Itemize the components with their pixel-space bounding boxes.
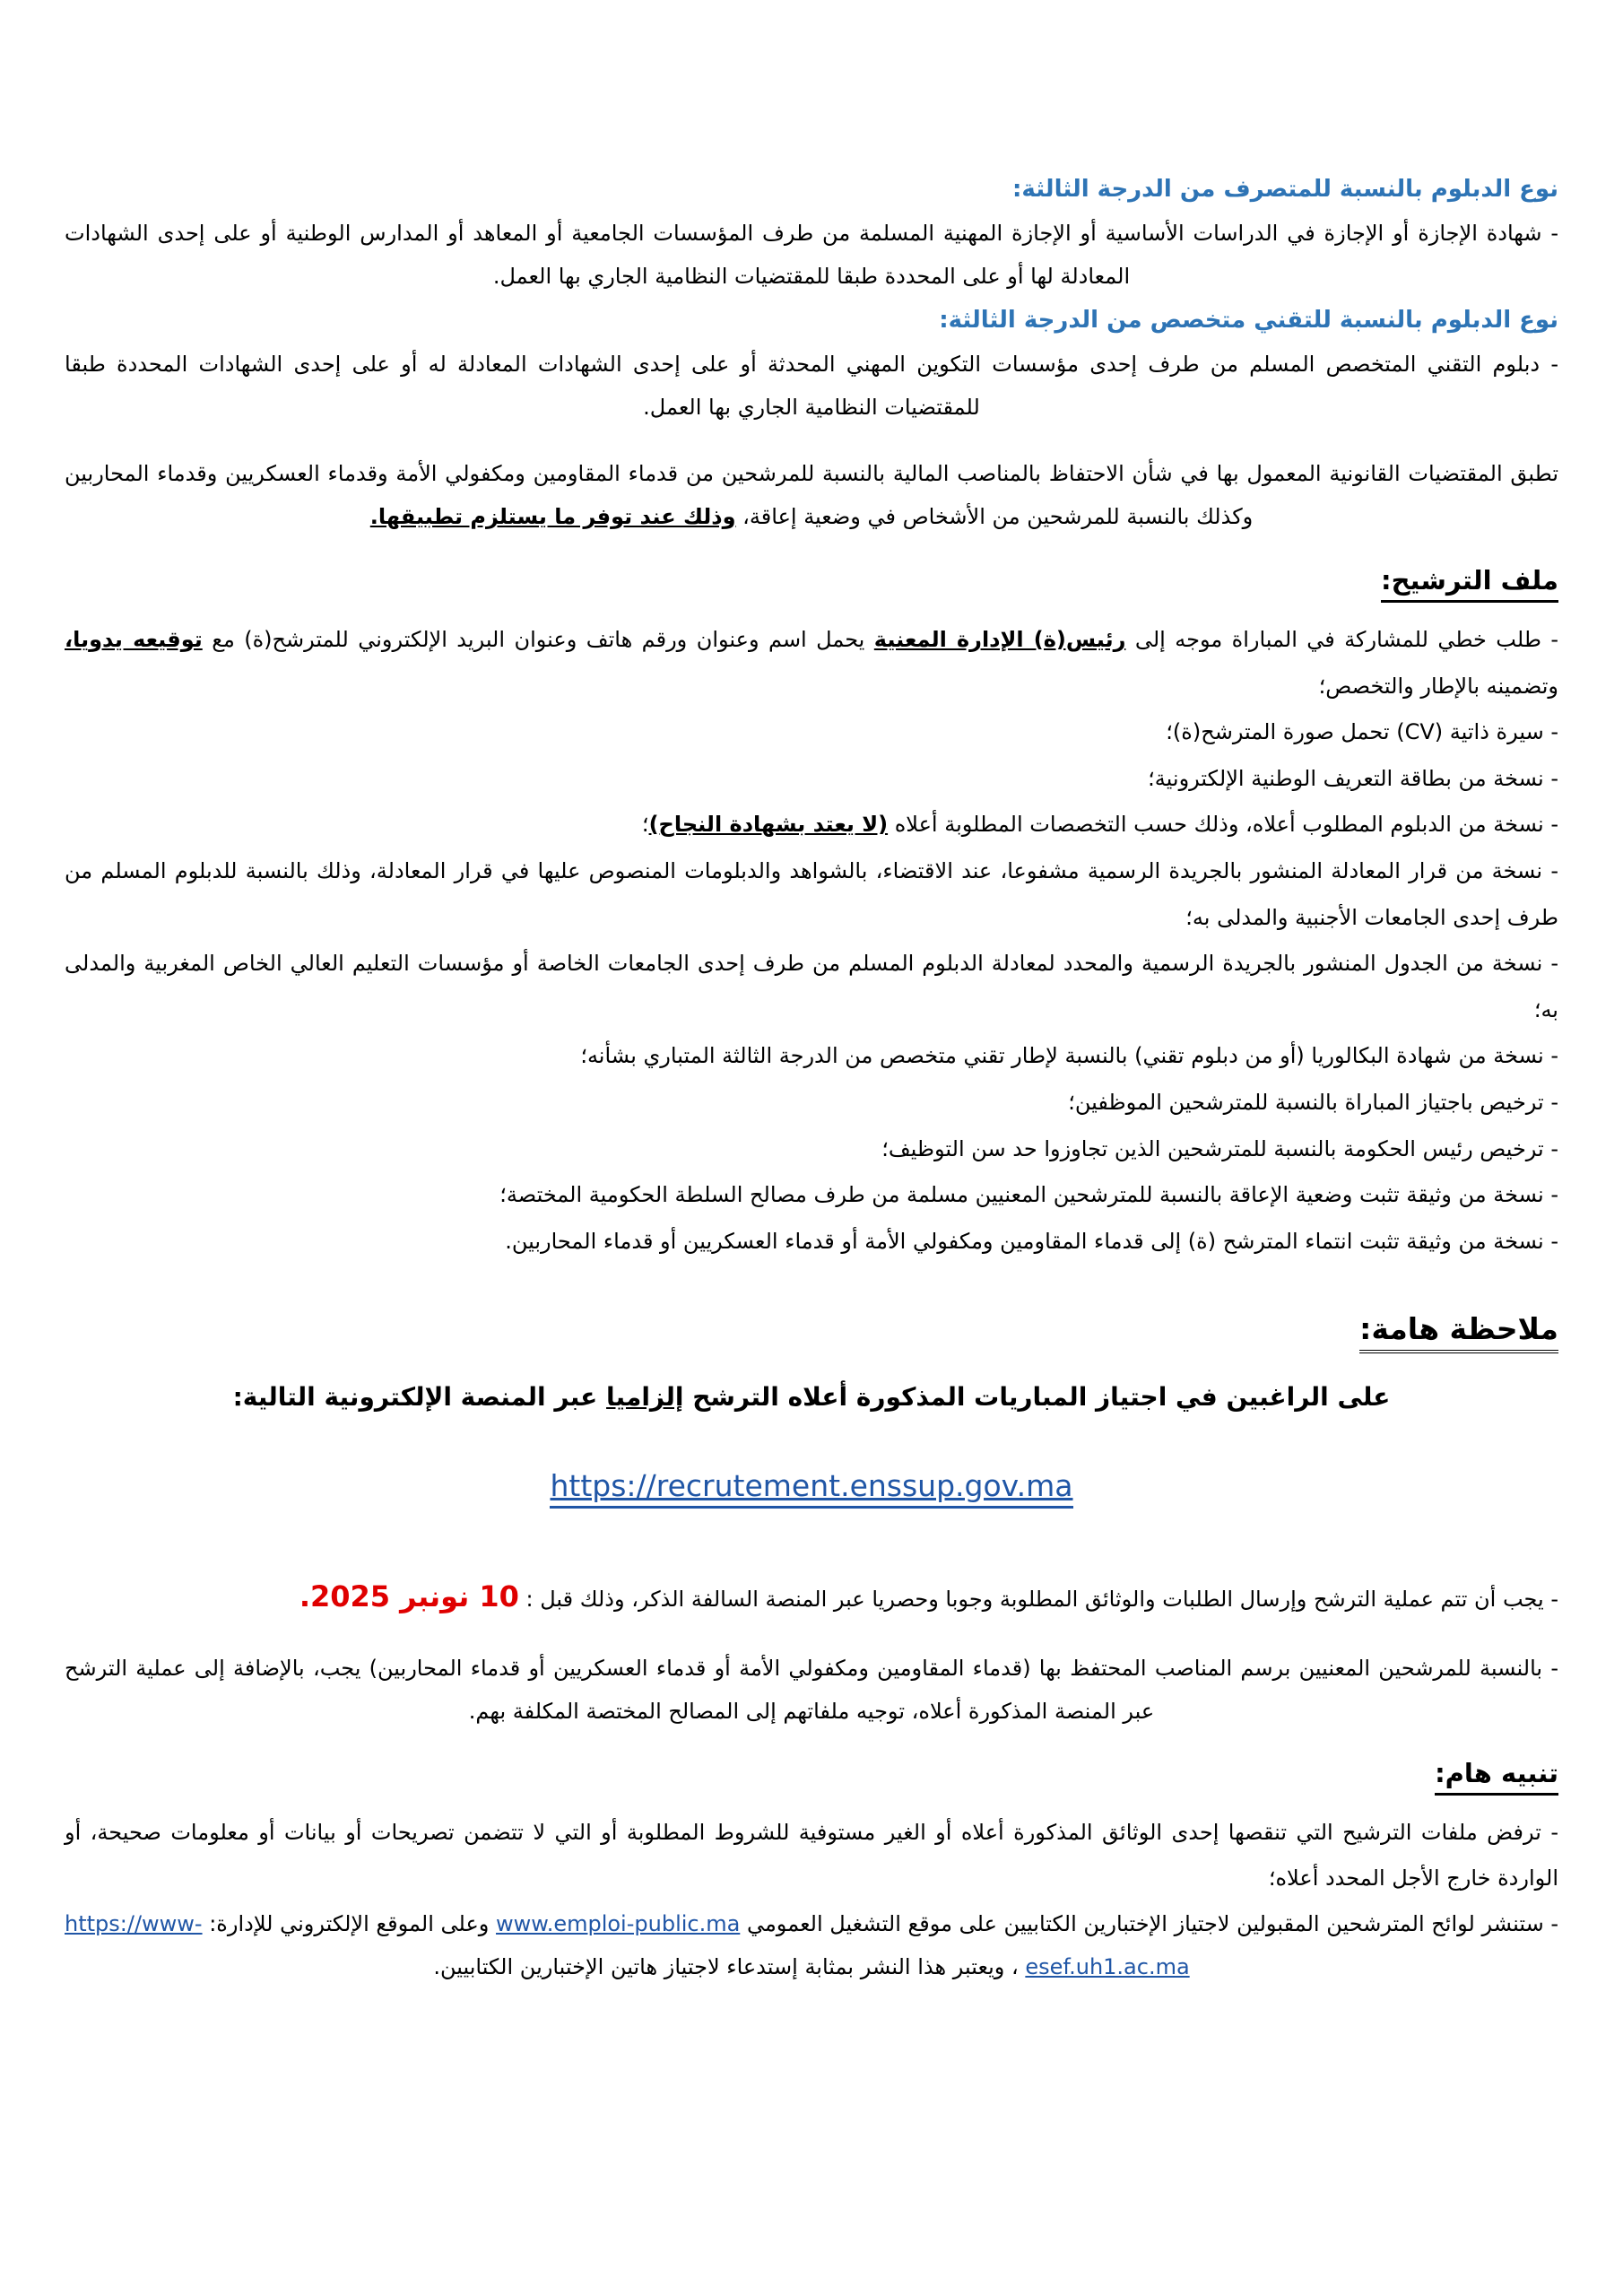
mandatory-emphasis: إلزاميا	[606, 1382, 684, 1413]
recruitment-platform-link[interactable]: https://recrutement.enssup.gov.ma	[550, 1468, 1072, 1509]
final-warning-heading: تنبيه هام:	[65, 1758, 1558, 1796]
handwritten-signature-emphasis: توقيعه يدويا،	[65, 627, 203, 652]
file-item-diploma-copy: - نسخة من الدبلوم المطلوب أعلاه، وذلك حسب التخصصات المطلوبة أعلاه (لا يعتد بشهادة النجاح)؛	[641, 812, 1558, 838]
important-note-heading: ملاحظة هامة:	[65, 1311, 1558, 1353]
warning-item-publication: - ستنشر لوائح المترشحين المقبولين لاجتياز الإختبارين الكتابيين على موقع التشغيل العمومي www.emploi-public.ma وعلى الموقع الإلكتروني للإدارة: https://www-esef.uh1.ac.ma ، ويعتبر هذا النشر بمثابة إستدعاء لاجتياز هاتين الإختبارين الكتابيين.	[65, 1910, 1559, 1979]
warning-item-rejection: - ترفض ملفات الترشيح التي تنقصها إحدى الوثائق المذكورة أعلاه أو الغير مستوفية للشروط المطلوبة أو التي لا تتضمن تصريحات أو بيانات أو معلومات صحيحة، أو الواردة خارج الأجل المحدد أعلاه؛	[65, 1819, 1558, 1892]
deadline-paragraph: - يجب أن تتم عملية الترشح وإرسال الطلبات والوثائق المطلوبة وجوبا وحصريا عبر المنصة السالفة الذكر، وذلك قبل : 10 نونبر 2025.	[299, 1578, 1558, 1613]
file-item-disability-document: - نسخة من وثيقة تثبت وضعية الإعاقة بالنسبة للمترشحين المعنيين مسلمة من طرف مصالح السلطة الحكومية المختصة؛	[499, 1182, 1558, 1208]
application-file-list	[65, 617, 1558, 1265]
diploma-tech-heading: نوع الدبلوم بالنسبة للتقني متخصص من الدرجة الثالثة:	[939, 307, 1558, 334]
platform-link-container	[65, 1468, 1558, 1509]
no-success-certificate-emphasis: (لا يعتد بشهادة النجاح)	[648, 812, 889, 838]
file-item-baccalaureate: - نسخة من شهادة البكالوريا (أو من دبلوم تقني) بالنسبة لإطار تقني متخصص من الدرجة الثالثة المتباري بشأنه؛	[580, 1043, 1558, 1069]
mandatory-platform-line: على الراغبين في اجتياز المباريات المذكورة أعلاه الترشح إلزاميا عبر المنصة الإلكترونية التالية:	[232, 1382, 1391, 1413]
diploma-admin-body: - شهادة الإجازة أو الإجازة في الدراسات الأساسية أو الإجازة المهنية المسلمة من طرف المؤسسات الجامعية أو المعاهد أو المدارس الوطنية أو على إحدى الشهادات المعادلة لها أو على المحددة طبقا للمقتضيات النظامية الجاري بها العمل.	[65, 221, 1558, 289]
legal-note-paragraph	[65, 452, 1558, 538]
file-item-veterans-document: - نسخة من وثيقة تثبت انتماء المترشح (ة) إلى قدماء المقاومين ومكفولي الأمة أو قدماء العسكريين أو قدماء المحاربين.	[505, 1228, 1558, 1254]
file-item-cv: - سيرة ذاتية (CV) تحمل صورة المترشح(ة)؛	[1166, 719, 1558, 745]
legal-note-emphasis: وذلك عند توفر ما يستلزم تطبيقها.	[369, 504, 736, 529]
diploma-admin-heading: نوع الدبلوم بالنسبة للمتصرف من الدرجة الثالثة:	[1012, 176, 1558, 203]
application-file-heading: ملف الترشيح:	[65, 565, 1558, 603]
file-item-exam-authorization: - ترخيص باجتياز المباراة بالنسبة للمترشحين الموظفين؛	[1068, 1089, 1558, 1115]
file-item-national-id: - نسخة من بطاقة التعريف الوطنية الإلكترونية؛	[1148, 765, 1558, 791]
file-item-equivalence-table: - نسخة من الجدول المنشور بالجريدة الرسمية والمحدد لمعادلة الدبلوم المسلم من طرف إحدى الجامعات الخاصة أو مؤسسات التعليم العالي الخاص المغربية والمدلى به؛	[65, 951, 1558, 1022]
addressed-to-emphasis: رئيس(ة) الإدارة المعنية	[873, 627, 1126, 652]
diploma-tech-body: - دبلوم التقني المتخصص المسلم من طرف إحدى مؤسسات التكوين المهني المحدثة أو على إحدى الشهادات المعادلة له أو على إحدى الشهادات المحددة طبقا للمقتضيات النظامية الجاري بها العمل.	[65, 352, 1558, 420]
file-item-request-letter: - طلب خطي للمشاركة في المباراة موجه إلى رئيس(ة) الإدارة المعنية يحمل اسم وعنوان ورقم هاتف وعنوان البريد الإلكتروني للمترشح(ة) مع توقيعه يدويا، وتضمينه بالإطار والتخصص؛	[65, 627, 1559, 699]
file-item-head-of-government-authorization: - ترخيص رئيس الحكومة بالنسبة للمترشحين الذين تجاوزوا حد سن التوظيف؛	[881, 1135, 1558, 1161]
legal-note-text: تطبق المقتضيات القانونية المعمول بها في شأن الاحتفاظ بالمناصب المالية بالنسبة للمرشحين من قدماء المقاومين ومكفولي الأمة وقدماء العسكريين وقدماء المحاربين وكذلك بالنسبة للمرشحين من الأشخاص في وضعية إعاقة،	[65, 461, 1558, 529]
file-item-equivalence-decision: - نسخة من قرار المعادلة المنشور بالجريدة الرسمية مشفوعا، عند الاقتضاء، بالشواهد والدبلومات المنصوص عليها في قرار المعادلة، وذلك بالنسبة للدبلوم المسلم من طرف إحدى الجامعات الأجنبية والمدلى به؛	[65, 857, 1558, 930]
deadline-date: 10 نونبر 2025	[309, 1578, 519, 1613]
esef-website-link[interactable]: https://www-esef.uh1.ac.ma	[65, 1910, 1190, 1979]
emploi-public-link[interactable]: www.emploi-public.ma	[496, 1910, 741, 1936]
reserved-posts-paragraph: - بالنسبة للمرشحين المعنيين برسم المناصب المحتفظ بها (قدماء المقاومين ومكفولي الأمة أو قدماء العسكريين أو قدماء المحاربين) يجب، بالإضافة إلى عملية الترشح عبر المنصة المذكورة أعلاه، توجيه ملفاتهم إلى المصالح المختصة المكلفة بهم.	[65, 1655, 1558, 1724]
